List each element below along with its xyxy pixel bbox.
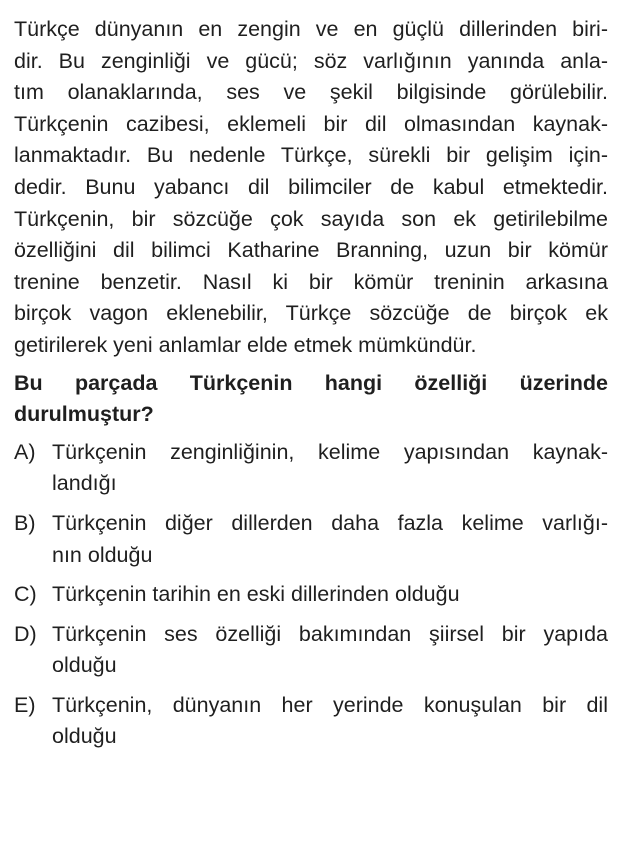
question-line: durulmuştur?: [14, 402, 154, 427]
question-line: Bu parçada Türkçenin hangi özelliği üzerinde: [14, 370, 608, 395]
passage-line: lanmaktadır. Bu nedenle Türkçe, sürekli bir gelişim için-: [14, 143, 608, 168]
option-text-line: olduğu: [52, 724, 117, 749]
option-text-line: nın olduğu: [52, 542, 153, 567]
option-a[interactable]: [14, 437, 608, 500]
passage-line: trenine benzetir. Nasıl ki bir kömür treninin arkasına: [14, 269, 608, 294]
option-text-line: olduğu: [52, 653, 117, 678]
passage-line: dir. Bu zenginliği ve gücü; söz varlığının yanında anla-: [14, 48, 608, 73]
question-stem: [14, 368, 608, 431]
passage-line: özelliğini dil bilimci Katharine Branning, uzun bir kömür: [14, 238, 608, 263]
option-text-line: Türkçenin zenginliğinin, kelime yapısından kaynak-: [52, 439, 608, 464]
passage-line: birçok vagon eklenebilir, Türkçe sözcüğe de birçok ek: [14, 301, 608, 326]
passage-line: Türkçenin cazibesi, eklemeli bir dil olmasından kaynak-: [14, 111, 608, 136]
passage-line: Türkçe dünyanın en zengin ve en güçlü dillerinden biri-: [14, 17, 608, 41]
option-letter: C): [14, 582, 37, 607]
option-text-line: Türkçenin ses özelliği bakımından şiirsel bir yapıda: [52, 621, 608, 646]
option-e[interactable]: [14, 690, 608, 753]
reading-passage: [14, 14, 608, 362]
option-b[interactable]: [14, 508, 608, 571]
option-letter: A): [14, 439, 36, 464]
passage-line: Türkçenin, bir sözcüğe çok sayıda son ek getirilebilme: [14, 206, 608, 231]
option-text-line: Türkçenin, dünyanın her yerinde konuşulan bir dil: [52, 692, 608, 717]
option-c[interactable]: [14, 579, 608, 611]
passage-line: tım olanaklarında, ses ve şekil bilgisinde görülebilir.: [14, 80, 608, 105]
option-letter: E): [14, 692, 36, 717]
option-d[interactable]: [14, 619, 608, 682]
option-text-line: landığı: [52, 471, 117, 496]
answer-options: [14, 437, 608, 753]
passage-line: getirilerek yeni anlamlar elde etmek mümkündür.: [14, 332, 477, 357]
option-text-line: Türkçenin diğer dillerden daha fazla kelime varlığı-: [52, 510, 608, 535]
option-text-line: Türkçenin tarihin en eski dillerinden olduğu: [52, 582, 460, 607]
option-letter: D): [14, 621, 37, 646]
option-letter: B): [14, 510, 36, 535]
passage-line: dedir. Bunu yabancı dil bilimciler de kabul etmektedir.: [14, 174, 608, 199]
